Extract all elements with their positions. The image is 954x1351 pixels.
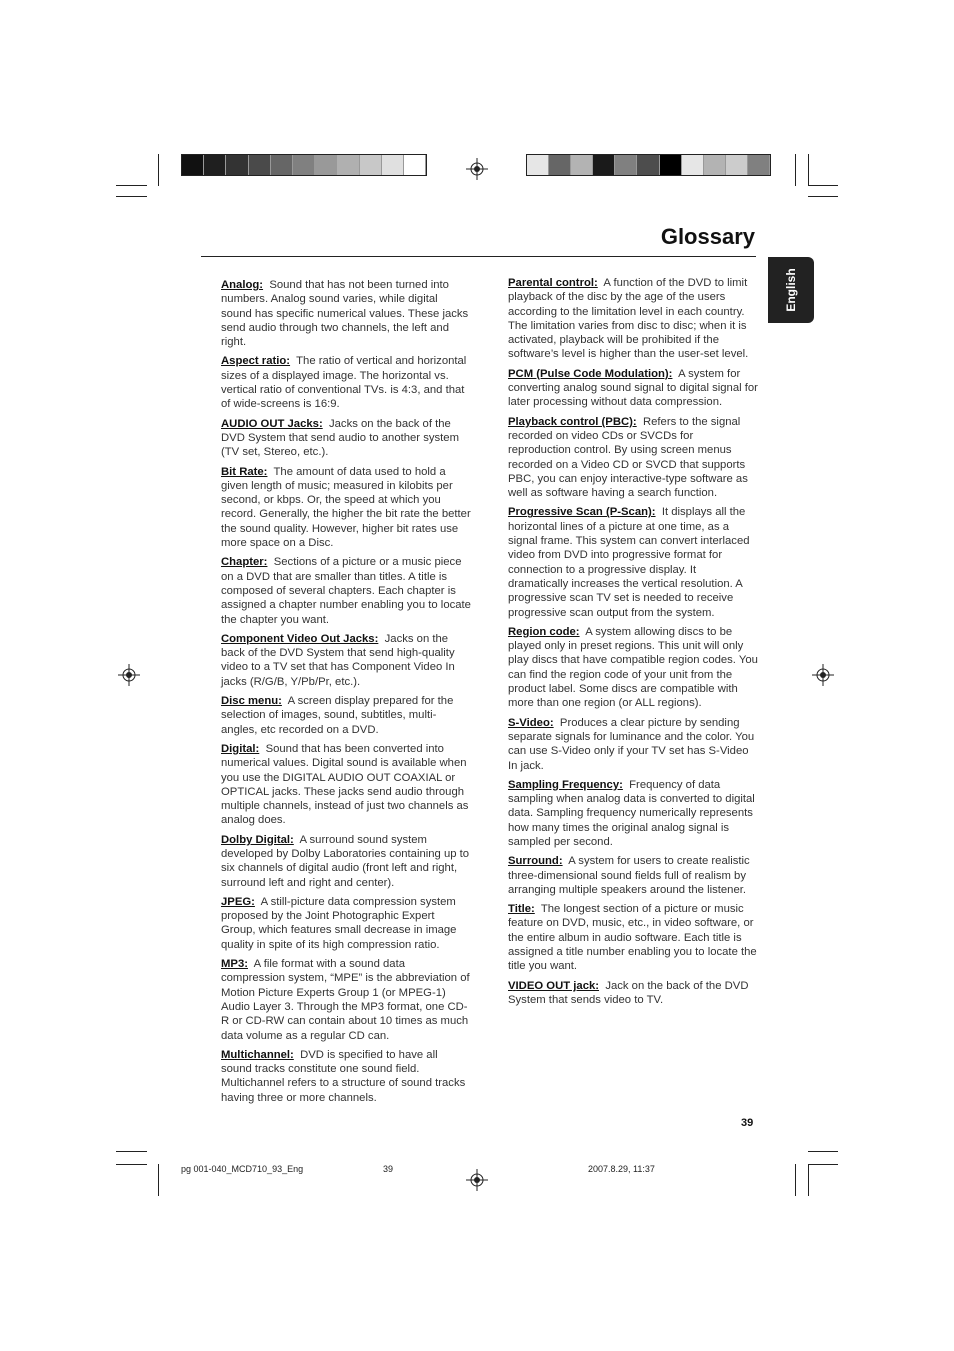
glossary-term: PCM (Pulse Code Modulation): xyxy=(508,367,673,380)
glossary-entry xyxy=(221,895,471,952)
registration-mark-icon xyxy=(466,158,488,180)
crop-mark xyxy=(116,185,147,186)
registration-mark-icon xyxy=(812,664,834,686)
glossary-definition: The ratio of vertical and horizontal sizes of a displayed image. The horizontal vs. vertical ratio of conventional TVs. is 4:3, and that of wide-screens is 16:9. xyxy=(221,355,467,411)
glossary-entry xyxy=(508,778,758,849)
glossary-entry xyxy=(508,716,758,773)
color-calibration-bar-left xyxy=(181,154,427,176)
glossary-term: AUDIO OUT Jacks: xyxy=(221,417,323,430)
glossary-term: Multichannel: xyxy=(221,1048,294,1061)
glossary-term: Parental control: xyxy=(508,277,598,289)
glossary-definition: Jacks on the back of the DVD System that send high-quality video to a TV set that has Component Video In jacks (R/G/B, Y/Pb/Pr, etc.). xyxy=(221,632,455,688)
glossary-definition: DVD is specified to have all sound tracks constitute one sound field. Multichannel refers to a structure of sound tracks having three or more channels. xyxy=(221,1048,466,1104)
glossary-entry xyxy=(508,505,758,619)
color-swatch xyxy=(226,155,248,175)
color-swatch xyxy=(726,155,748,175)
glossary-definition: Produces a clear picture by sending separate signals for luminance and the color. You can use S-Video only if your TV set has S-Video In jack. xyxy=(508,716,755,772)
glossary-entry xyxy=(221,555,471,626)
glossary-definition: It displays all the horizontal lines of a picture at one time, as a signal frame. This system can convert interlaced video from DVD into progressive format for connection to a progressive display. It dramatically increases the vertical resolution. A progressive scan TV set is needed to receive progressive scan output from the system. xyxy=(508,506,750,619)
color-swatch xyxy=(404,155,426,175)
title-rule xyxy=(201,256,756,257)
color-swatch xyxy=(527,155,549,175)
color-swatch xyxy=(271,155,293,175)
glossary-entry xyxy=(221,417,471,460)
color-swatch xyxy=(748,155,770,175)
glossary-entry xyxy=(508,625,758,711)
glossary-column-left xyxy=(221,278,471,1110)
glossary-entry xyxy=(221,833,471,890)
glossary-definition: A system for converting analog sound signal to digital signal for later processing without data compression. xyxy=(508,367,758,409)
glossary-term: Title: xyxy=(508,903,535,916)
glossary-definition: A still-picture data compression system proposed by the Joint Photographic Expert Group, which features small decrease in image quality in spite of its high compression ratio. xyxy=(221,895,457,951)
glossary-definition: A surround sound system developed by Dolby Laboratories containing up to six channels of digital audio (front left and right, surround left and right and center). xyxy=(221,833,470,889)
color-swatch xyxy=(182,155,204,175)
color-swatch xyxy=(337,155,359,175)
glossary-entry xyxy=(508,902,758,973)
glossary-definition: A system for users to create realistic three-dimensional sound fields full of realism by arranging multiple speakers around the listener. xyxy=(508,855,750,896)
color-swatch xyxy=(660,155,682,175)
glossary-definition: The longest section of a picture or music feature on DVD, music, etc., in video software, or the entire album in audio software. Each title is assigned a title number enabling you to locate the title you want. xyxy=(508,903,757,973)
glossary-term: Analog: xyxy=(221,279,264,291)
glossary-term: Bit Rate: xyxy=(221,465,268,478)
glossary-term: Aspect ratio: xyxy=(221,355,291,368)
glossary-entry xyxy=(221,465,471,551)
glossary-entry xyxy=(221,742,471,828)
color-swatch xyxy=(249,155,271,175)
footer-timestamp: 2007.8.29, 11:37 xyxy=(588,1164,655,1174)
glossary-definition: Frequency of data sampling when analog data is converted to digital data. Sampling frequency numerically represents how many times the original analog signal is sampled per second. xyxy=(508,778,755,848)
color-swatch xyxy=(593,155,615,175)
page-number: 39 xyxy=(741,1117,754,1129)
glossary-term: Surround: xyxy=(508,855,563,868)
crop-mark xyxy=(116,1164,147,1165)
crop-mark xyxy=(808,154,809,186)
color-swatch xyxy=(682,155,704,175)
glossary-definition: A file format with a sound data compression system, “MPE” is the abbreviation of Motion Picture Experts Group 1 (or MPEG-1) Audio Layer 3. Through the MP3 format, one CD-R or CD-RW can contain about 10 times as much data volume as a regular CD can. xyxy=(221,958,470,1042)
glossary-column-right xyxy=(508,276,758,1012)
glossary-definition: Jacks on the back of the DVD System that send audio to another system (TV set, Stereo, etc.). xyxy=(221,417,459,459)
glossary-definition: Refers to the signal recorded on video CDs or SVCDs for reproduction control. By using screen menus recorded on a Video CD or SVCD that supports PBC, you can enjoy interactive-type software as well as software having a search function. xyxy=(508,415,748,500)
glossary-entry xyxy=(221,632,471,689)
color-calibration-bar-right xyxy=(526,154,771,176)
glossary-definition: A function of the DVD to limit playback of the disc by the age of the users according to the limitation level in each country. The limitation varies from disc to disc; when it is activated, playback will be prohibited if the software’s level is higher than the user-set level. xyxy=(508,277,749,361)
glossary-entry xyxy=(508,276,758,362)
glossary-definition: A system allowing discs to be played only in preset regions. This unit will only play discs that have compatible region codes. You can find the region code of your unit from the product label. Some discs are compatible with more than one region (or ALL regions). xyxy=(508,625,758,710)
crop-mark xyxy=(808,185,838,186)
color-swatch xyxy=(549,155,571,175)
glossary-term: Region code: xyxy=(508,625,580,638)
footer-page: 39 xyxy=(383,1164,394,1174)
glossary-term: JPEG: xyxy=(221,895,255,908)
crop-mark xyxy=(808,196,838,197)
glossary-term: Progressive Scan (P-Scan): xyxy=(508,506,656,519)
glossary-definition: Sections of a picture or a music piece on a DVD that are smaller than titles. A title is composed of several chapters. Each chapter is assigned a chapter number enabling you to locate the chapter you want. xyxy=(221,556,471,626)
crop-mark xyxy=(795,1164,796,1196)
color-swatch xyxy=(315,155,337,175)
glossary-term: Disc menu: xyxy=(221,695,282,708)
glossary-entry xyxy=(221,694,471,737)
glossary-entry xyxy=(508,854,758,897)
glossary-term: Chapter: xyxy=(221,556,268,569)
glossary-definition: Sound that has been converted into numerical values. Digital sound is available when you use the DIGITAL AUDIO OUT COAXIAL or OPTICAL jacks. These jacks send audio through multiple channels, instead of just two channels as analog does. xyxy=(221,742,469,827)
crop-mark xyxy=(808,1151,838,1152)
color-swatch xyxy=(382,155,404,175)
glossary-entry xyxy=(221,957,471,1043)
crop-mark xyxy=(795,154,796,186)
glossary-term: Component Video Out Jacks: xyxy=(221,632,379,645)
color-swatch xyxy=(571,155,593,175)
registration-mark-icon xyxy=(118,664,140,686)
color-swatch xyxy=(637,155,659,175)
page-title: Glossary xyxy=(660,224,755,249)
crop-mark xyxy=(116,1151,147,1152)
glossary-entry xyxy=(508,415,758,501)
color-swatch xyxy=(704,155,726,175)
language-tab-label: English xyxy=(784,268,798,312)
glossary-term: Dolby Digital: xyxy=(221,833,294,846)
glossary-term: MP3: xyxy=(221,958,248,971)
crop-mark xyxy=(158,1164,159,1196)
glossary-entry xyxy=(508,367,758,410)
glossary-definition: The amount of data used to hold a given length of music; measured in kilobits per second, or kbps. Or, the speed at which you record. Generally, the higher the bit rate the better the sound quality. However, higher bit rates use more space on a Disc. xyxy=(221,465,471,550)
glossary-term: Playback control (PBC): xyxy=(508,415,637,428)
color-swatch xyxy=(204,155,226,175)
glossary-term: Sampling Frequency: xyxy=(508,778,623,791)
glossary-term: VIDEO OUT jack: xyxy=(508,979,600,992)
crop-mark xyxy=(116,196,147,197)
glossary-definition: Jack on the back of the DVD System that sends video to TV. xyxy=(508,979,749,1006)
color-swatch xyxy=(360,155,382,175)
crop-mark xyxy=(808,1164,838,1165)
glossary-definition: A screen display prepared for the selection of images, sound, subtitles, multi-angles, etc recorded on a DVD. xyxy=(221,695,454,736)
glossary-term: S-Video: xyxy=(508,716,554,729)
crop-mark xyxy=(158,154,159,186)
glossary-entry xyxy=(221,1048,471,1105)
glossary-entry xyxy=(221,354,471,411)
glossary-entry xyxy=(508,979,758,1008)
glossary-term: Digital: xyxy=(221,742,260,755)
crop-mark xyxy=(808,1164,809,1196)
color-swatch xyxy=(615,155,637,175)
glossary-definition: Sound that has not been turned into numbers. Analog sound varies, while digital sound has specific numerical values. These jacks send audio through two channels, the left and right. xyxy=(221,279,469,349)
glossary-entry xyxy=(221,278,471,349)
registration-mark-icon xyxy=(466,1169,488,1191)
language-tab xyxy=(768,257,814,323)
color-swatch xyxy=(293,155,315,175)
footer-file-name: pg 001-040_MCD710_93_Eng xyxy=(181,1164,304,1174)
